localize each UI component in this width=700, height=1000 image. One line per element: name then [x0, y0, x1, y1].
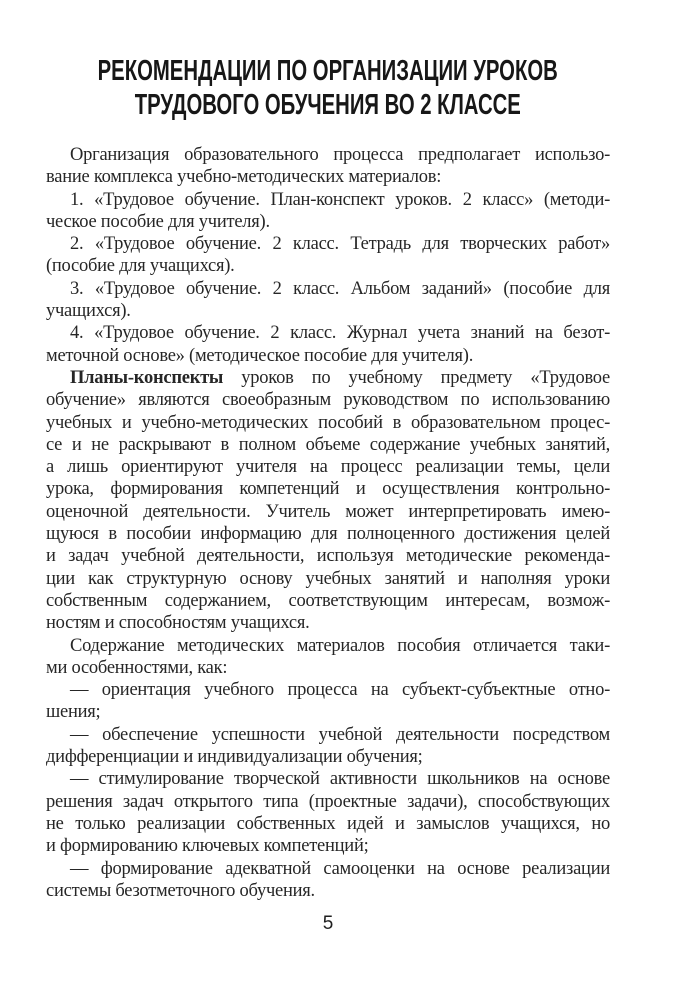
text-line: 4. «Трудовое обучение. 2 класс. Журнал учета знаний на безот-: [70, 323, 610, 344]
text-line: щуюся в пособии информацию для полноценного достижения целей: [46, 524, 610, 545]
text-line: се и не раскрывают в полном объеме содержание учебных занятий,: [46, 434, 610, 455]
page-content: [46, 54, 610, 902]
text-line: урока, формирования компетенций и осуществления контрольно-: [46, 479, 610, 500]
text-line: Содержание методических материалов пособия отличается таки-: [70, 635, 610, 656]
text-line: вание комплекса учебно-методических материалов:: [46, 167, 442, 188]
page-title-line-2: ТРУДОВОГО ОБУЧЕНИЯ ВО 2 КЛАССЕ: [134, 89, 522, 121]
text-line: — стимулирование творческой активности школьников на основе: [70, 769, 610, 790]
text-line: не только реализации собственных идей и замыслов учащихся, но: [46, 813, 610, 834]
text-line: и формированию ключевых компетенций;: [46, 836, 369, 857]
text-line: решения задач открытого типа (проектные задачи), способствующих: [46, 791, 610, 812]
text-line: оценочной деятельности. Учитель может интерпретировать имею-: [46, 501, 610, 522]
text-line: учебных и учебно-методических пособий в образовательном процес-: [46, 412, 610, 433]
bold-text: Планы-конспекты: [70, 367, 224, 388]
text-line: — ориентация учебного процесса на субъект-субъектные отно-: [70, 680, 610, 701]
text-line: шения;: [46, 702, 101, 723]
text-line: (пособие для учащихся).: [46, 256, 235, 277]
text-line: системы безотметочного обучения.: [46, 880, 315, 901]
page-title: [46, 54, 610, 122]
text-line: 3. «Трудовое обучение. 2 класс. Альбом заданий» (пособие для: [70, 278, 610, 299]
text-line: собственным содержанием, соответствующим интересам, возмож-: [46, 590, 610, 611]
text-line: 2. «Трудовое обучение. 2 класс. Тетрадь для творческих работ»: [70, 234, 610, 255]
text-line: ностям и способностям учащихся.: [46, 613, 310, 634]
text-line: а лишь ориентируют учителя на процесс реализации темы, цели: [46, 457, 610, 478]
text-line: обучение» являются своеобразным руководством по использованию: [46, 390, 610, 411]
text-line: — обеспечение успешности учебной деятельности посредством: [70, 724, 610, 745]
text-line: ции как структурную основу учебных занятий и наполняя уроки: [46, 568, 610, 589]
text-line: и задач учебной деятельности, используя методические рекоменда-: [46, 546, 610, 567]
text-line: дифференциации и индивидуализации обучения;: [46, 747, 423, 768]
text-line: ческое пособие для учителя).: [46, 211, 270, 232]
text-line: Планы-конспекты уроков по учебному предмету «Трудовое: [70, 367, 610, 388]
body-text: [46, 144, 610, 902]
text-line: ми особенностями, как:: [46, 657, 228, 678]
text-line: — формирование адекватной самооценки на основе реализации: [70, 858, 610, 879]
text-line: учащихся).: [46, 301, 131, 322]
text-line: меточной основе» (методическое пособие для учителя).: [46, 345, 474, 366]
page-title-line-1: РЕКОМЕНДАЦИИ ПО ОРГАНИЗАЦИИ УРОКОВ: [97, 55, 559, 87]
text-line: Организация образовательного процесса предполагает использо-: [70, 145, 610, 165]
text-line: 1. «Трудовое обучение. План-конспект уроков. 2 класс» (методи-: [70, 189, 610, 210]
page-number: 5: [322, 913, 334, 934]
